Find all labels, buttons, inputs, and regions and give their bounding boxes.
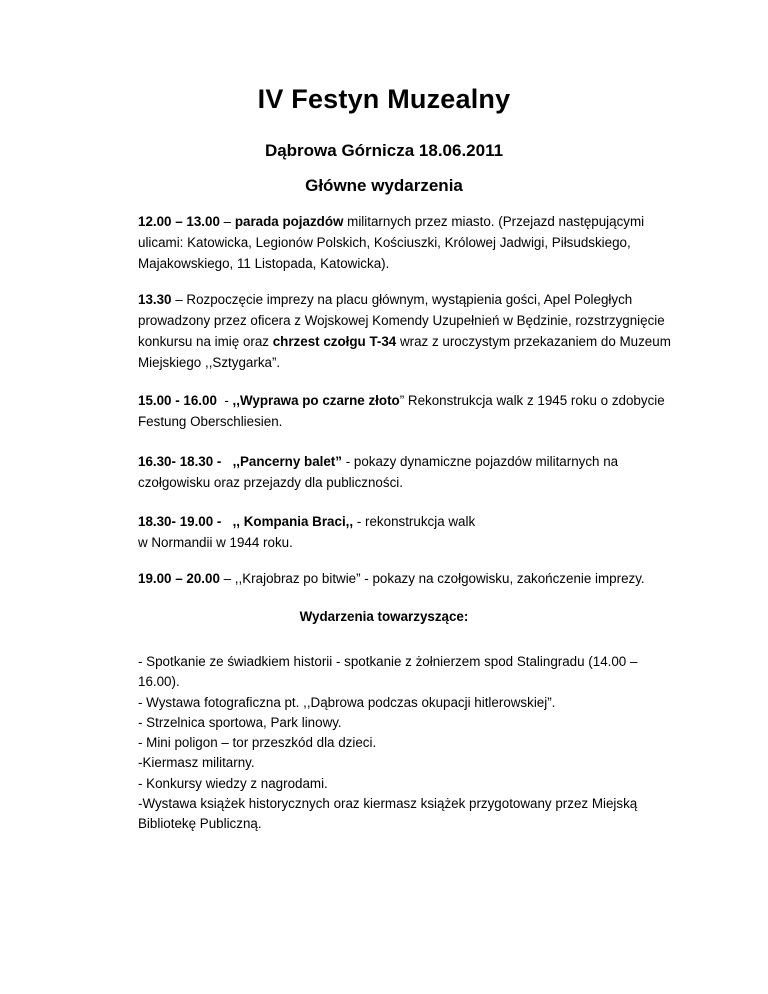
event-description: – ,,Krajobraz po bitwie” - pokazy na czołgowisku, zakończenie imprezy.	[219, 571, 645, 586]
list-item: - Strzelnica sportowa, Park linowy.	[138, 714, 342, 730]
event-description-line2: w Normandii w 1944 roku.	[138, 535, 293, 550]
event-separator: -	[216, 393, 233, 408]
event-paragraph	[138, 568, 698, 589]
event-separator: –	[219, 214, 235, 229]
document-title: IV Festyn Muzealny	[257, 84, 511, 114]
event-name: chrzest czołgu T-34	[272, 334, 397, 349]
list-item: - Spotkanie ze świadkiem historii - spotkanie z żołnierzem spod Stalingradu (14.00 – 16.00).	[138, 654, 638, 690]
event-time: 16.30- 18.30 -	[138, 454, 222, 469]
side-events-heading: Wydarzenia towarzyszące:	[299, 609, 469, 624]
event-time: 15.00 - 16.00	[138, 393, 217, 408]
event-description: militarnych przez miasto. (Przejazd następującymi ulicami: Katowicka, Legionów Polskich, Kościuszki, Królowej Jadwigi, Piłsudskiego, Majakowskiego, 11 Listopada, Katowicka).	[138, 214, 645, 271]
event-name: ,,Wyprawa po czarne złoto	[232, 393, 400, 408]
list-item: - Wystawa fotograficzna pt. ,,Dąbrowa podczas okupacji hitlerowskiej”.	[138, 694, 556, 710]
event-description: wraz z uroczystym przekazaniem do Muzeum Miejskiego ,,Sztygarka”.	[138, 334, 671, 370]
event-name: ,,Pancerny balet”	[232, 454, 342, 469]
list-item: -Kiermasz militarny.	[138, 755, 255, 771]
event-description: - rekonstrukcja walk	[353, 514, 476, 529]
event-description: - pokazy dynamiczne pojazdów militarnych na czołgowisku oraz przejazdy dla publiczności.	[138, 454, 619, 490]
list-item: - Mini poligon – tor przeszkód dla dzieci.	[138, 735, 377, 751]
event-name: ,, Kompania Braci,,	[232, 514, 354, 529]
event-time: 18.30- 19.00 -	[138, 514, 222, 529]
event-paragraph	[138, 289, 678, 373]
main-events-heading: Główne wydarzenia	[305, 176, 463, 195]
event-description: ” Rekonstrukcja walk z 1945 roku o zdobycie Festung Oberschliesien.	[138, 393, 665, 429]
list-item: -Wystawa książek historycznych oraz kiermasz książek przygotowany przez Miejską Bibliotekę Publiczną.	[138, 796, 638, 832]
side-events-list	[138, 652, 678, 835]
event-paragraph	[138, 451, 678, 493]
event-time: 12.00 – 13.00	[138, 214, 220, 229]
event-time: 19.00 – 20.00	[138, 571, 220, 586]
event-name: parada pojazdów	[234, 214, 344, 229]
event-paragraph	[138, 511, 678, 553]
document-subtitle: Dąbrowa Górnicza 18.06.2011	[264, 141, 504, 160]
event-description: – Rozpoczęcie imprezy na placu głównym, wystąpienia gości, Apel Poległych prowadzony przez oficera z Wojskowej Komendy Uzupełnień w Będzinie, rozstrzygnięcie konkursu na imię oraz	[138, 292, 665, 349]
event-separator	[221, 454, 232, 469]
event-time: 13.30	[138, 292, 172, 307]
event-paragraph	[138, 390, 678, 432]
event-paragraph	[138, 211, 678, 274]
list-item: - Konkursy wiedzy z nagrodami.	[138, 775, 328, 791]
event-separator	[221, 514, 232, 529]
